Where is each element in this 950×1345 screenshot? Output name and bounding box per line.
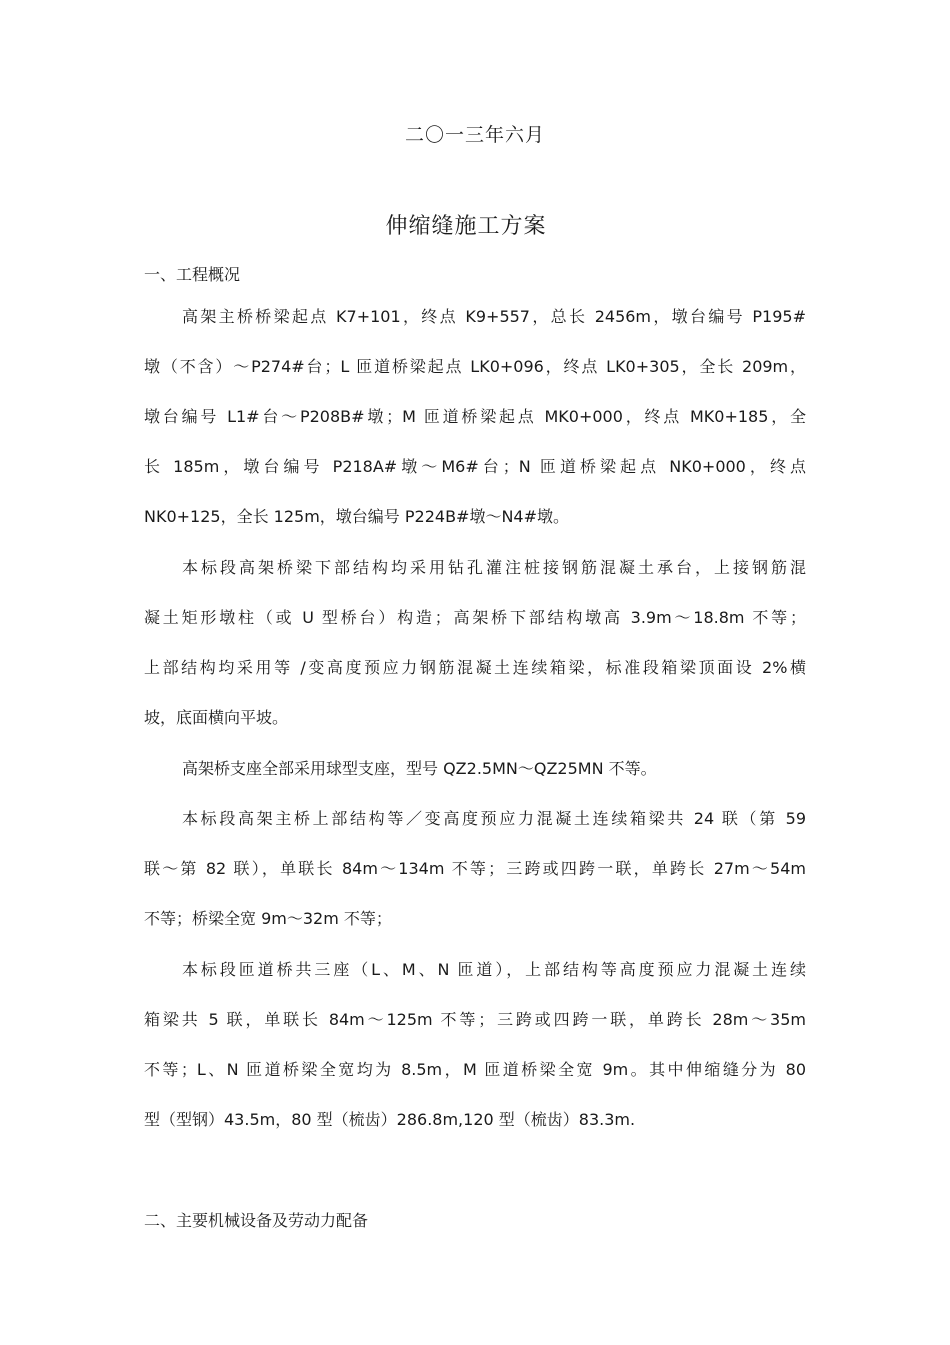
paragraph-line: 联～第 82 联），单联长 84m～134m 不等；三跨或四跨一联，单跨长 27m～54m	[144, 859, 806, 878]
paragraph-line: 高架桥支座全部采用球型支座，型号 QZ2.5MN～QZ25MN 不等。	[182, 759, 657, 778]
paragraph-line: 凝土矩形墩柱（或 U 型桥台）构造；高架桥下部结构墩高 3.9m～18.8m 不等；	[144, 608, 806, 627]
paragraph-line: 本标段匝道桥共三座（L、M、N 匝道），上部结构等高度预应力混凝土连续	[182, 960, 806, 979]
paragraph-line: 不等；L、N 匝道桥梁全宽均为 8.5m，M 匝道桥梁全宽 9m。其中伸缩缝分为 80	[144, 1060, 806, 1079]
document-date: 二〇一三年六月	[404, 124, 545, 146]
paragraph-line: 本标段高架主桥上部结构等／变高度预应力混凝土连续箱梁共 24 联（第 59	[182, 809, 806, 828]
section-heading-overview: 一、工程概况	[144, 265, 241, 284]
paragraph-line: 高架主桥桥梁起点 K7+101，终点 K9+557，总长 2456m，墩台编号 P195#	[182, 307, 806, 326]
paragraph-line: 上部结构均采用等 /变高度预应力钢筋混凝土连续箱梁，标准段箱梁顶面设 2%横	[144, 658, 806, 677]
paragraph-line: 墩台编号 L1#台～P208B#墩；M 匝道桥梁起点 MK0+000，终点 MK0+185，全	[144, 407, 806, 426]
document-title: 伸缩缝施工方案	[385, 214, 547, 239]
paragraph-line: 型（型钢）43.5m，80 型（梳齿）286.8m,120 型（梳齿）83.3m.	[144, 1110, 636, 1129]
paragraph-line: NK0+125，全长 125m，墩台编号 P224B#墩～N4#墩。	[144, 507, 570, 526]
section-heading-equipment: 二、主要机械设备及劳动力配备	[144, 1211, 369, 1230]
paragraph-line: 不等；桥梁全宽 9m～32m 不等；	[144, 909, 392, 928]
paragraph-line: 本标段高架桥梁下部结构均采用钻孔灌注桩接钢筋混凝土承台，上接钢筋混	[182, 558, 806, 577]
paragraph-line: 长 185m，墩台编号 P218A#墩～M6#台；N 匝道桥梁起点 NK0+000，终点	[144, 457, 806, 476]
paragraph-line: 墩（不含）～P274#台；L 匝道桥梁起点 LK0+096，终点 LK0+305，全长 209m，	[144, 357, 806, 376]
paragraph-line: 坡，底面横向平坡。	[144, 708, 289, 727]
paragraph-line: 箱梁共 5 联，单联长 84m～125m 不等；三跨或四跨一联，单跨长 28m～35m	[144, 1010, 806, 1029]
